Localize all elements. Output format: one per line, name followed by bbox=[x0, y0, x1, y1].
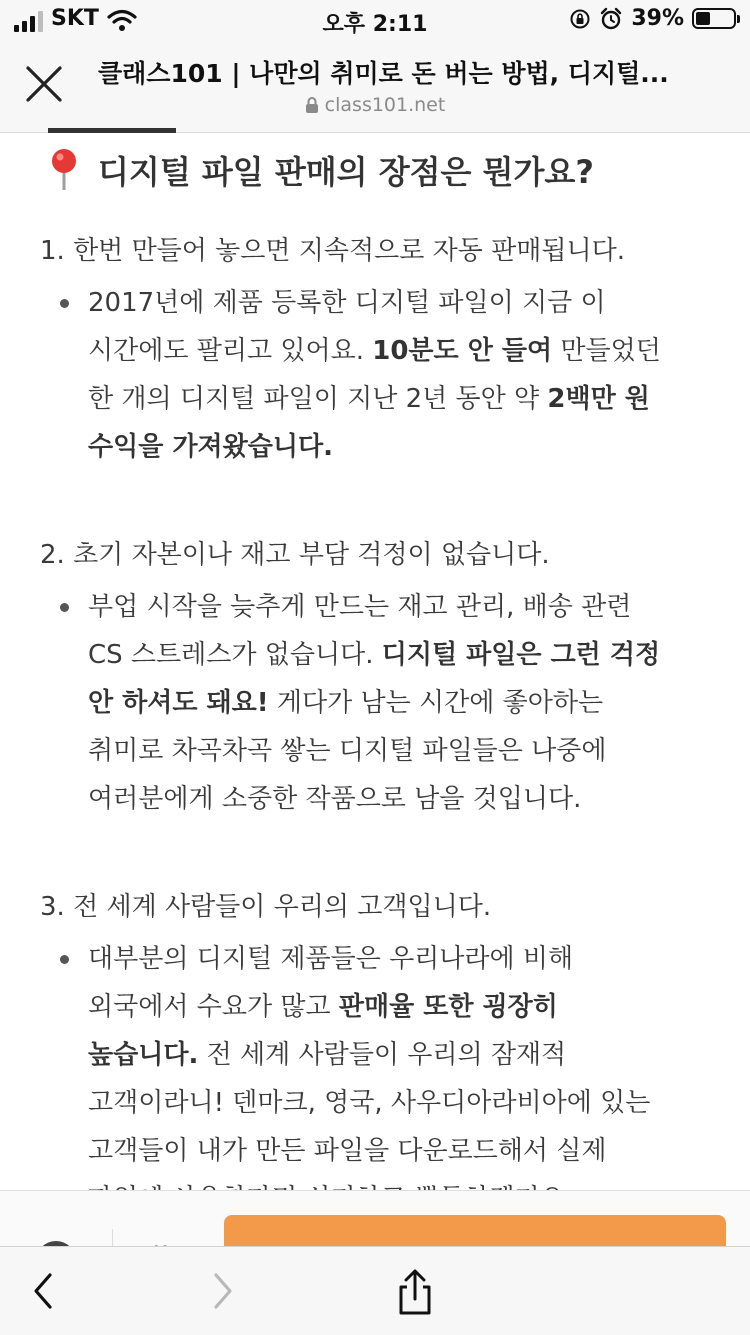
text-run: 전 세계 사람들이 우리의 잠재적 bbox=[198, 1040, 567, 1070]
numbered-item-1: 1. 한번 만들어 놓으면 지속적으로 자동 판매됩니다. bbox=[40, 236, 625, 266]
article-content bbox=[0, 133, 750, 1190]
share-button[interactable] bbox=[393, 1269, 437, 1313]
alarm-icon bbox=[599, 7, 623, 31]
bullet-line bbox=[88, 983, 718, 1031]
orientation-lock-icon bbox=[569, 8, 591, 30]
pushpin-icon bbox=[46, 148, 82, 192]
bold-text: 디지털 파일은 그런 걱정 bbox=[381, 640, 661, 670]
bullet-line bbox=[88, 327, 718, 375]
bullet-line: 여러분에게 소중한 작품으로 남을 것입니다. bbox=[88, 784, 582, 814]
bullet-dot bbox=[60, 299, 69, 308]
bullet-line bbox=[88, 423, 718, 471]
bullet-line bbox=[88, 1031, 718, 1079]
bullet-line bbox=[88, 631, 718, 679]
heading-text: 디지털 파일 판매의 장점은 뭔가요? bbox=[98, 153, 594, 191]
bullet-dot bbox=[60, 955, 69, 964]
url-bar[interactable] bbox=[0, 94, 750, 116]
carrier-name: SKT bbox=[51, 6, 99, 31]
chevron-right-icon bbox=[200, 1269, 244, 1313]
bold-text: 10분도 안 들여 bbox=[372, 336, 553, 366]
bullet-text bbox=[88, 583, 718, 823]
section-heading bbox=[46, 147, 594, 193]
bullet-text bbox=[88, 279, 718, 471]
text-run: 만들었던 bbox=[552, 336, 661, 366]
battery-level-fill bbox=[696, 12, 710, 25]
bullet-line bbox=[88, 375, 718, 423]
status-right bbox=[569, 6, 736, 31]
bullet-line: 취미로 차곡차곡 쌓는 디지털 파일들은 나중에 bbox=[88, 736, 607, 766]
bold-text: 높습니다. bbox=[88, 1040, 199, 1070]
clock: 오후 2:11 bbox=[322, 12, 428, 37]
bold-text: 안 하셔도 돼요! bbox=[88, 688, 269, 718]
browser-toolbar bbox=[0, 1246, 750, 1335]
share-icon bbox=[393, 1269, 437, 1317]
back-button[interactable] bbox=[22, 1269, 66, 1313]
battery-icon bbox=[692, 8, 736, 29]
bullet-line: 대부분의 디지털 제품들은 우리나라에 비해 bbox=[88, 944, 574, 974]
text-run: 한 개의 디지털 파일이 지난 2년 동안 약 bbox=[88, 384, 548, 414]
sticky-purchase-bar bbox=[0, 1190, 750, 1247]
chevron-left-icon bbox=[22, 1269, 66, 1313]
browser-header bbox=[0, 40, 750, 133]
page-title: 클래스101 | 나만의 취미로 돈 버는 방법, 디지털... bbox=[98, 59, 669, 88]
text-run: 외국에서 수요가 많고 bbox=[88, 992, 339, 1022]
bullet-line: 고객이라니! 덴마크, 영국, 사우디아라비아에 있는 bbox=[88, 1088, 651, 1118]
numbered-item-2: 2. 초기 자본이나 재고 부담 걱정이 없습니다. bbox=[40, 540, 550, 570]
battery-percentage: 39% bbox=[631, 6, 684, 31]
bullet-dot bbox=[60, 603, 69, 612]
bullet-line: 2017년에 제품 등록한 디지털 파일이 지금 이 bbox=[88, 288, 606, 318]
bold-text: 2백만 원 bbox=[547, 384, 650, 414]
numbered-item-3: 3. 전 세계 사람들이 우리의 고객입니다. bbox=[40, 892, 492, 922]
text-run: 게다가 남는 시간에 좋아하는 bbox=[268, 688, 604, 718]
bullet-text bbox=[88, 935, 718, 1223]
forward-button[interactable] bbox=[200, 1269, 244, 1313]
bullet-line: 부업 시작을 늦추게 만드는 재고 관리, 배송 관련 bbox=[88, 592, 632, 622]
bullet-line: 고객들이 내가 만든 파일을 다운로드해서 실제 bbox=[88, 1136, 607, 1166]
bullet-item-1 bbox=[60, 279, 710, 479]
bold-text: 수익을 가져왔습니다. bbox=[88, 432, 333, 462]
url-text: class101.net bbox=[324, 94, 446, 116]
bullet-item-2 bbox=[60, 583, 710, 833]
bullet-line bbox=[88, 679, 718, 727]
bold-text: 판매율 또한 굉장히 bbox=[338, 992, 558, 1022]
text-run: CS 스트레스가 없습니다. bbox=[88, 640, 382, 670]
status-bar bbox=[0, 0, 750, 40]
text-run: 시간에도 팔리고 있어요. bbox=[88, 336, 373, 366]
lock-icon bbox=[305, 96, 319, 114]
